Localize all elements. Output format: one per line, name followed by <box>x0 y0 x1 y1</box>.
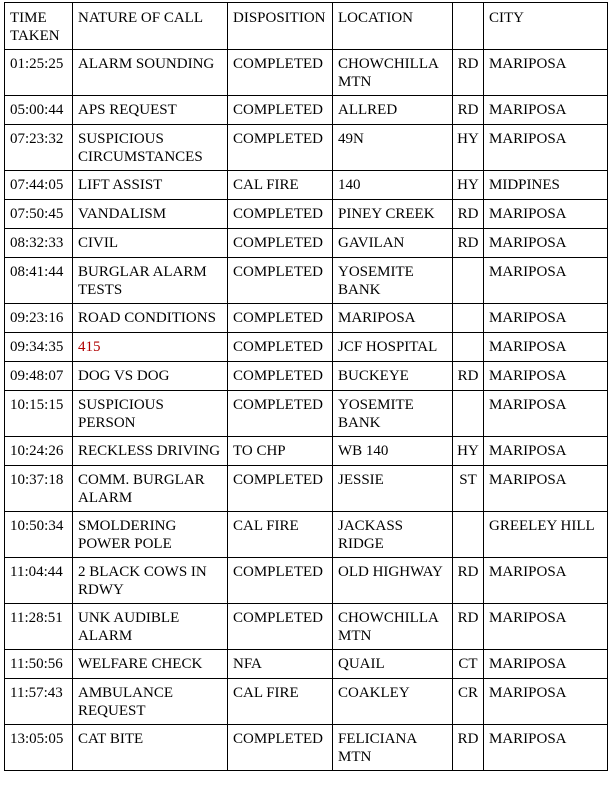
row-disposition: COMPLETED <box>228 304 333 333</box>
call-log-container <box>4 2 608 771</box>
row-location: QUAIL <box>333 650 453 679</box>
row-disposition: COMPLETED <box>228 200 333 229</box>
table-row <box>5 512 608 558</box>
row-nature: WELFARE CHECK <box>73 650 228 679</box>
row-disposition: COMPLETED <box>228 229 333 258</box>
header-suffix <box>453 3 484 50</box>
table-row <box>5 725 608 771</box>
header-city: CITY <box>484 3 608 50</box>
header-time: TIME TAKEN <box>5 3 73 50</box>
row-suffix <box>453 333 484 362</box>
row-disposition: TO CHP <box>228 437 333 466</box>
row-time: 01:25:25 <box>5 50 73 96</box>
table-row <box>5 391 608 437</box>
row-time: 09:48:07 <box>5 362 73 391</box>
row-location: JCF HOSPITAL <box>333 333 453 362</box>
table-row <box>5 229 608 258</box>
row-disposition: COMPLETED <box>228 333 333 362</box>
row-city: MARIPOSA <box>484 391 608 437</box>
row-nature: LIFT ASSIST <box>73 171 228 200</box>
row-nature: VANDALISM <box>73 200 228 229</box>
row-disposition: COMPLETED <box>228 125 333 171</box>
row-nature: COMM. BURGLAR ALARM <box>73 466 228 512</box>
row-city: MARIPOSA <box>484 725 608 771</box>
row-nature: CIVIL <box>73 229 228 258</box>
row-time: 13:05:05 <box>5 725 73 771</box>
row-time: 11:04:44 <box>5 558 73 604</box>
table-row <box>5 50 608 96</box>
row-disposition: COMPLETED <box>228 558 333 604</box>
row-city: MARIPOSA <box>484 304 608 333</box>
table-row <box>5 171 608 200</box>
row-location: JESSIE <box>333 466 453 512</box>
row-time: 10:15:15 <box>5 391 73 437</box>
row-time: 07:44:05 <box>5 171 73 200</box>
row-location: MARIPOSA <box>333 304 453 333</box>
row-city: MARIPOSA <box>484 466 608 512</box>
row-nature: SUSPICIOUS CIRCUMSTANCES <box>73 125 228 171</box>
row-location: YOSEMITE BANK <box>333 391 453 437</box>
row-time: 09:23:16 <box>5 304 73 333</box>
row-nature: SUSPICIOUS PERSON <box>73 391 228 437</box>
row-nature: SMOLDERING POWER POLE <box>73 512 228 558</box>
row-city: MIDPINES <box>484 171 608 200</box>
row-city: MARIPOSA <box>484 558 608 604</box>
table-row <box>5 650 608 679</box>
row-disposition: COMPLETED <box>228 604 333 650</box>
table-row <box>5 437 608 466</box>
row-location: 49N <box>333 125 453 171</box>
row-location: BUCKEYE <box>333 362 453 391</box>
table-row <box>5 304 608 333</box>
row-location: OLD HIGHWAY <box>333 558 453 604</box>
row-nature: BURGLAR ALARM TESTS <box>73 258 228 304</box>
row-nature: ALARM SOUNDING <box>73 50 228 96</box>
row-location: PINEY CREEK <box>333 200 453 229</box>
table-row <box>5 362 608 391</box>
row-suffix: CT <box>453 650 484 679</box>
row-disposition: CAL FIRE <box>228 679 333 725</box>
table-row <box>5 125 608 171</box>
row-location: CHOWCHILLA MTN <box>333 604 453 650</box>
row-location: CHOWCHILLA MTN <box>333 50 453 96</box>
row-suffix: RD <box>453 229 484 258</box>
row-city: MARIPOSA <box>484 679 608 725</box>
row-time: 10:24:26 <box>5 437 73 466</box>
table-row <box>5 333 608 362</box>
row-nature: RECKLESS DRIVING <box>73 437 228 466</box>
row-location: 140 <box>333 171 453 200</box>
row-city: MARIPOSA <box>484 650 608 679</box>
row-location: GAVILAN <box>333 229 453 258</box>
row-city: MARIPOSA <box>484 333 608 362</box>
row-nature: ROAD CONDITIONS <box>73 304 228 333</box>
row-suffix <box>453 391 484 437</box>
row-nature: 2 BLACK COWS IN RDWY <box>73 558 228 604</box>
row-city: MARIPOSA <box>484 604 608 650</box>
row-disposition: COMPLETED <box>228 50 333 96</box>
row-suffix: RD <box>453 362 484 391</box>
row-suffix <box>453 258 484 304</box>
header-disposition: DISPOSITION <box>228 3 333 50</box>
row-suffix <box>453 512 484 558</box>
row-location: FELICIANA MTN <box>333 725 453 771</box>
table-row <box>5 200 608 229</box>
row-city: MARIPOSA <box>484 258 608 304</box>
row-location: WB 140 <box>333 437 453 466</box>
row-suffix: HY <box>453 437 484 466</box>
row-disposition: COMPLETED <box>228 391 333 437</box>
row-time: 07:50:45 <box>5 200 73 229</box>
table-row <box>5 96 608 125</box>
row-suffix: HY <box>453 125 484 171</box>
table-row <box>5 258 608 304</box>
row-disposition: CAL FIRE <box>228 512 333 558</box>
row-suffix: RD <box>453 725 484 771</box>
row-city: MARIPOSA <box>484 362 608 391</box>
row-nature: DOG VS DOG <box>73 362 228 391</box>
row-city: MARIPOSA <box>484 200 608 229</box>
row-time: 08:41:44 <box>5 258 73 304</box>
row-disposition: COMPLETED <box>228 362 333 391</box>
row-city: MARIPOSA <box>484 437 608 466</box>
table-row <box>5 466 608 512</box>
row-suffix: RD <box>453 200 484 229</box>
row-suffix <box>453 304 484 333</box>
row-location: YOSEMITE BANK <box>333 258 453 304</box>
row-time: 05:00:44 <box>5 96 73 125</box>
row-suffix: RD <box>453 96 484 125</box>
table-row <box>5 604 608 650</box>
row-time: 11:50:56 <box>5 650 73 679</box>
row-location: ALLRED <box>333 96 453 125</box>
header-location: LOCATION <box>333 3 453 50</box>
row-city: GREELEY HILL <box>484 512 608 558</box>
row-time: 07:23:32 <box>5 125 73 171</box>
row-disposition: COMPLETED <box>228 96 333 125</box>
row-location: JACKASS RIDGE <box>333 512 453 558</box>
row-city: MARIPOSA <box>484 125 608 171</box>
row-suffix: HY <box>453 171 484 200</box>
row-disposition: COMPLETED <box>228 466 333 512</box>
row-city: MARIPOSA <box>484 96 608 125</box>
row-city: MARIPOSA <box>484 50 608 96</box>
row-disposition: COMPLETED <box>228 258 333 304</box>
row-time: 11:57:43 <box>5 679 73 725</box>
table-row <box>5 558 608 604</box>
header-row <box>5 3 608 50</box>
row-nature: 415 <box>73 333 228 362</box>
row-nature: APS REQUEST <box>73 96 228 125</box>
row-time: 10:50:34 <box>5 512 73 558</box>
row-time: 09:34:35 <box>5 333 73 362</box>
row-disposition: CAL FIRE <box>228 171 333 200</box>
row-suffix: RD <box>453 558 484 604</box>
row-suffix: RD <box>453 50 484 96</box>
row-location: COAKLEY <box>333 679 453 725</box>
row-suffix: CR <box>453 679 484 725</box>
header-nature: NATURE OF CALL <box>73 3 228 50</box>
row-nature: UNK AUDIBLE ALARM <box>73 604 228 650</box>
row-city: MARIPOSA <box>484 229 608 258</box>
row-nature: CAT BITE <box>73 725 228 771</box>
row-time: 11:28:51 <box>5 604 73 650</box>
table-row <box>5 679 608 725</box>
row-nature: AMBULANCE REQUEST <box>73 679 228 725</box>
row-suffix: ST <box>453 466 484 512</box>
call-log-table <box>4 2 608 771</box>
row-disposition: COMPLETED <box>228 725 333 771</box>
row-time: 08:32:33 <box>5 229 73 258</box>
row-disposition: NFA <box>228 650 333 679</box>
row-time: 10:37:18 <box>5 466 73 512</box>
row-suffix: RD <box>453 604 484 650</box>
